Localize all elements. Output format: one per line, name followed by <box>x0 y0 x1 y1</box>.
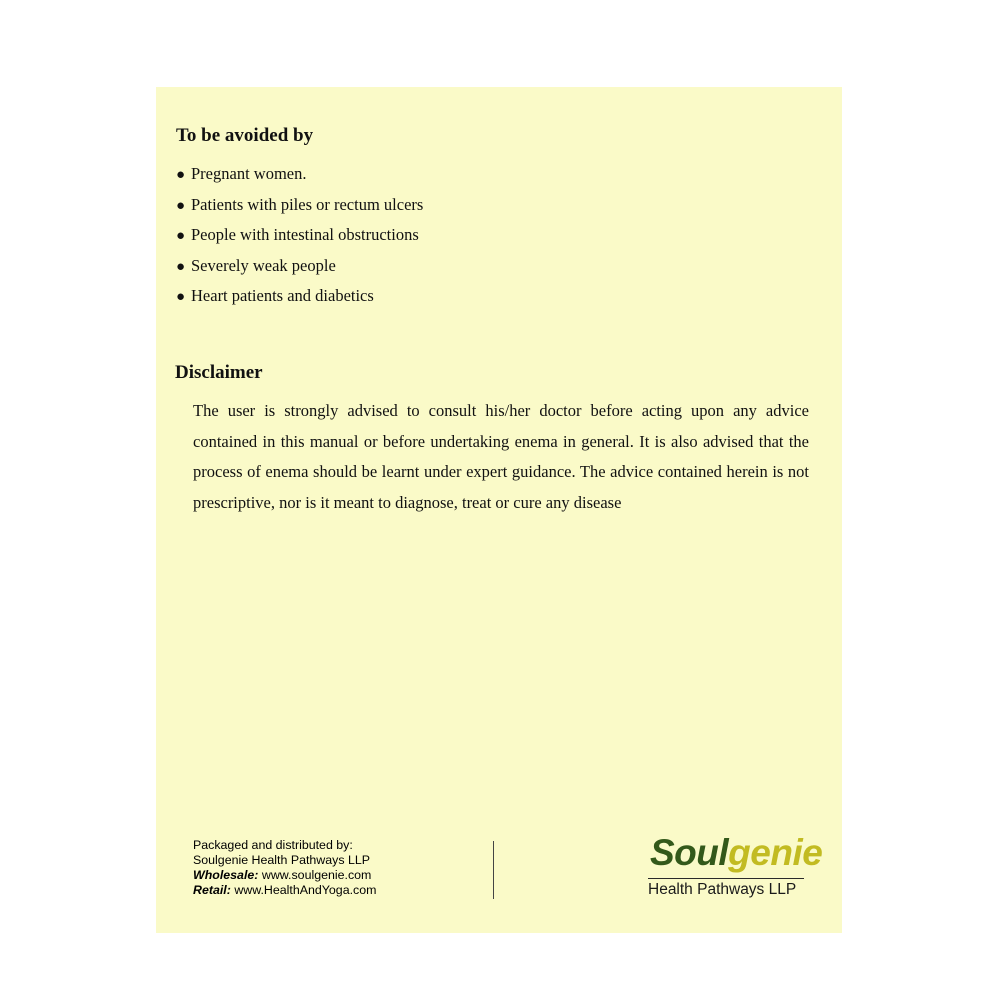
wholesale-url: www.soulgenie.com <box>261 868 372 882</box>
logo-underline <box>648 878 804 879</box>
list-item: ● People with intestinal obstructions <box>176 224 423 255</box>
logo-genie-text: genie <box>728 832 823 873</box>
packaged-by-label: Packaged and distributed by: <box>193 838 353 852</box>
bullet-icon: ● <box>176 197 186 214</box>
wholesale-label: Wholesale: <box>193 868 259 882</box>
bullet-icon: ● <box>176 258 186 275</box>
avoid-list <box>176 163 423 316</box>
list-item: ● Heart patients and diabetics <box>176 285 423 316</box>
retail-line <box>193 883 376 898</box>
retail-url: www.HealthAndYoga.com <box>234 883 377 897</box>
logo-wordmark <box>650 832 822 874</box>
avoid-heading: To be avoided by <box>176 125 314 146</box>
disclaimer-text: The user is strongly advised to consult his/her doctor before acting upon any advice contained in this manual or before undertaking enema in general. It is also advised that the process of enema should be learnt under expert guidance. The advice contained herein is not prescriptive, nor is it meant to diagnose, treat or cure any disease <box>193 401 809 512</box>
logo-subtitle: Health Pathways LLP <box>648 881 797 898</box>
soulgenie-logo <box>646 832 823 902</box>
bullet-icon: ● <box>176 289 186 305</box>
company-name: Soulgenie Health Pathways LLP <box>193 853 371 867</box>
list-item: ● Severely weak people <box>176 255 423 286</box>
list-item: ● Patients with piles or rectum ulcers <box>176 194 423 225</box>
logo-soul-text: Soul <box>650 832 729 873</box>
list-item: ● Pregnant women. <box>176 163 423 194</box>
bullet-icon: ● <box>176 228 186 244</box>
retail-label: Retail: <box>193 883 231 897</box>
bullet-icon: ● <box>176 167 186 183</box>
document-page <box>156 87 842 933</box>
distributor-info <box>193 838 376 898</box>
disclaimer-heading: Disclaimer <box>175 362 263 383</box>
footer-divider <box>493 841 494 899</box>
wholesale-line <box>193 868 376 883</box>
